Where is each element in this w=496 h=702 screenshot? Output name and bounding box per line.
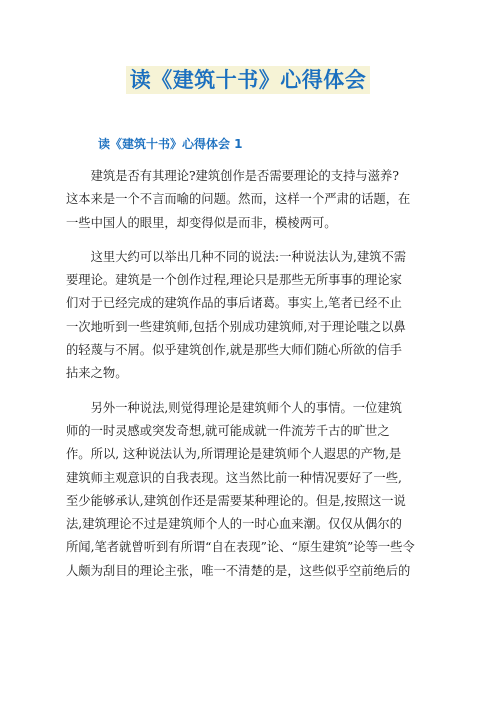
paragraph-line: 要理论。建筑是一个创作过程,理论只是那些无所事事的理论家 — [66, 273, 402, 288]
paragraph-line: 人颇为刮目的理论主张，唯一不清楚的是，这些似乎空前绝后的 — [66, 563, 411, 578]
paragraph-line: 法,建筑理论不过是建筑师个人的一时心血来潮。仅仅从偶尔的 — [66, 517, 402, 532]
paragraph — [66, 397, 432, 583]
paragraph-line: 拈来之物。 — [66, 366, 128, 381]
paragraph-line: 一些中国人的眼里，却变得似是而非，模棱两可。 — [66, 215, 337, 230]
paragraph-line: 建筑是否有其理论?建筑创作是否需要理论的支持与滋养? — [66, 169, 399, 183]
paragraph — [66, 165, 432, 235]
paragraph-line: 的轻蔑与不屑。似乎建筑创作,就是那些大师们随心所欲的信手 — [66, 343, 402, 358]
page-title: 读《建筑十书》心得体会 — [126, 66, 371, 94]
section-heading: 读《建筑十书》心得体会 1 — [98, 137, 243, 151]
paragraph-line: 所闻,笔者就曾听到有所谓“自在表现”论、“原生建筑”论等一些令 — [66, 540, 415, 555]
paragraph-line: 们对于已经完成的建筑作品的事后诸葛。事实上,笔者已经不止 — [66, 296, 402, 311]
paragraph-line: 这本来是一个不言而喻的问题。然而，这样一个严肃的话题，在 — [66, 192, 411, 207]
paragraph-line: 另外一种说法,则觉得理论是建筑师个人的事情。一位建筑 — [66, 400, 402, 415]
paragraph-line: 作。所以, 这种说法认为,所谓理论是建筑师个人遐思的产物,是 — [66, 447, 402, 462]
paragraph-line: 一次地听到一些建筑师,包括个别成功建筑师,对于理论嗤之以鼻 — [66, 319, 406, 334]
title-container — [0, 66, 496, 94]
paragraph-line: 至少能够承认,建筑创作还是需要某种理论的。但是,按照这一说 — [66, 493, 406, 508]
paragraph-line: 这里大约可以举出几种不同的说法:一种说法认为,建筑不需 — [66, 249, 407, 264]
paragraph — [66, 246, 432, 386]
document-body — [66, 165, 432, 594]
paragraph-line: 师的一时灵感或突发奇想,就可能成就一件流芳千古的旷世之 — [66, 423, 390, 438]
paragraph-line: 建筑师主观意识的自我表现。这当然比前一种情况要好了一些, — [66, 470, 402, 485]
